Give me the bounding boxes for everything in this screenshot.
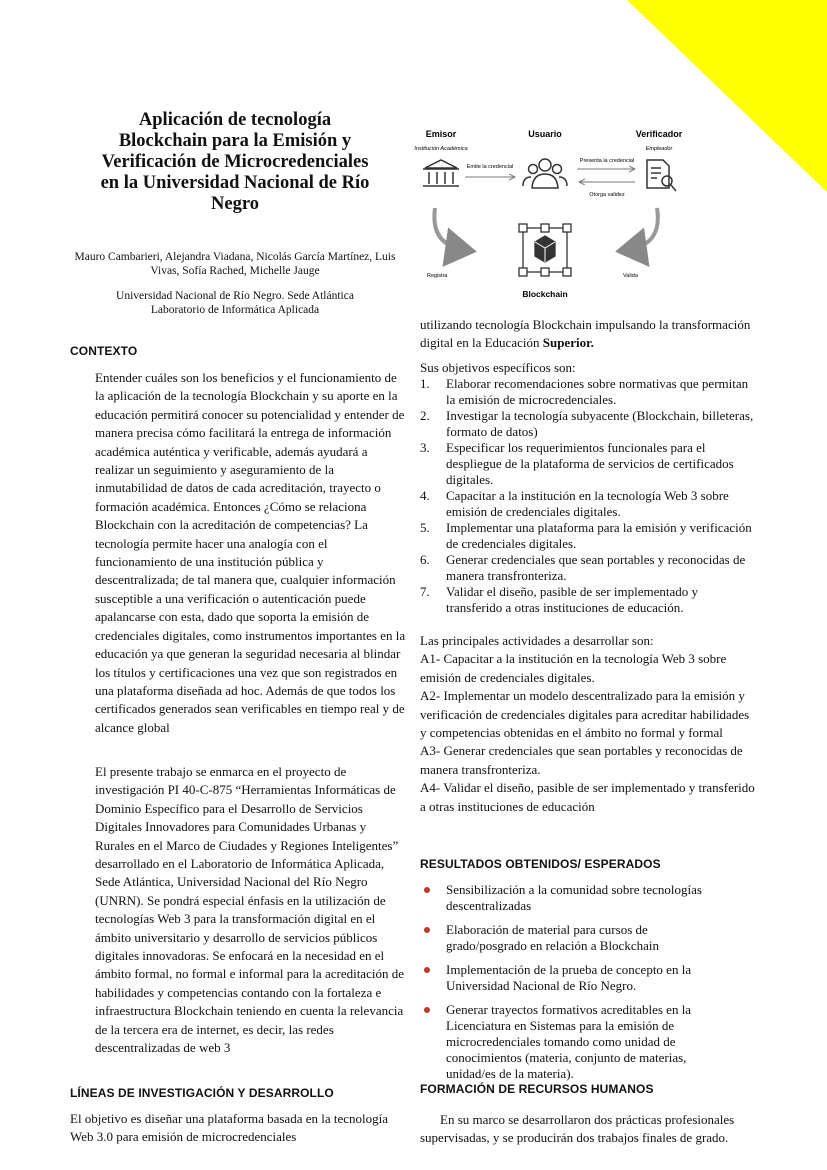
objetivo-text: Implementar una plataforma para la emisión y verificación de credenciales digitales. <box>446 520 752 551</box>
contexto-text-2: El presente trabajo se enmarca en el proyecto de investigación PI 40-C-875 “Herramientas Informáticas de Dominio Específico para el Desarrollo de Servicios Digitales Innovadores para Comunidades Urbanas y Rurales en el Marco de Ciudades y Regiones Inteligentes” desarrollado en el Laboratorio de Informática Aplicada, Sede Atlántica, Universidad Nacional del Río Negro (UNRN). Se pondrá especial énfasis en la utilización de tecnologías Web 3 para la transformación digital en el ámbito universitario y desarrollo de servicios públicos digitales innovadoras. Se enfocará en la necesidad en el ámbito formal, no formal e informal para la acreditación de habilidades y competencias contando con la fortaleza e infraestructura Blockchain teniendo en cuenta la relevancia de la tercera era de internet, es decir, las redes descentralizadas de web 3 <box>95 764 404 1056</box>
emisor-sublabel: Institución Académica <box>414 146 468 152</box>
blockchain-flow-diagram <box>405 120 705 305</box>
objetivo-text: Capacitar a la institución en la tecnología Web 3 sobre emisión de credenciales digitales. <box>446 488 729 519</box>
actividad-item: A4- Validar el diseño, pasible de ser implementado y transferido a otras instituciones de educación <box>420 780 755 814</box>
objetivo-text: Validar el diseño, pasible de ser implementado y transferido a otras instituciones de educación. <box>446 584 698 615</box>
lineas-paragraph <box>70 1110 400 1147</box>
actividad-item: A2- Implementar un modelo descentralizado para la emisión y verificación de credenciales digitales para acreditar habilidades y competencias obtenidas en el ámbito no formal y formal <box>420 688 750 741</box>
lineas-heading: LÍNEAS DE INVESTIGACIÓN Y DESARROLLO <box>70 1086 334 1100</box>
contexto-heading: CONTEXTO <box>70 344 138 358</box>
bullet-icon <box>424 887 430 893</box>
resultados-heading: RESULTADOS OBTENIDOS/ ESPERADOS <box>420 857 661 871</box>
actividades-section <box>420 632 755 816</box>
actividades-intro: Las principales actividades a desarrollar son: <box>420 633 654 648</box>
institution-icon <box>423 160 459 186</box>
objetivo-text: Especificar los requerimientos funcionales para el despliegue de la plataforma de servicios de certificados digitales. <box>446 440 734 487</box>
verificador-sublabel: Empleador <box>645 146 673 152</box>
actividad-item: A1- Capacitar a la institución en la tecnología Web 3 sobre emisión de credenciales digitales. <box>420 651 727 685</box>
objetivos-intro: Sus objetivos específicos son: <box>420 360 576 375</box>
objetivo-number: 5. <box>420 520 430 535</box>
objetivo-number: 7. <box>420 584 430 599</box>
resultado-item <box>420 882 720 914</box>
objetivo-item <box>420 376 755 408</box>
document-search-icon <box>647 160 676 191</box>
resultado-text: Sensibilización a la comunidad sobre tecnologías descentralizadas <box>446 882 702 913</box>
emite-label: Emite la credencial <box>466 164 514 170</box>
formacion-text: En su marco se desarrollaron dos prácticas profesionales supervisadas, y se producirán dos trabajos finales de grado. <box>420 1112 735 1146</box>
valida-arrow <box>627 208 658 250</box>
bullet-icon <box>424 967 430 973</box>
resultado-item <box>420 922 720 954</box>
objetivo-item <box>420 440 755 488</box>
registra-label: Registra <box>427 273 448 279</box>
objetivo-item <box>420 488 755 520</box>
continuation-text: utilizando tecnología Blockchain impulsando la transformación digital en la Educación <box>420 317 751 351</box>
objetivo-text: Investigar la tecnología subyacente (Blockchain, billeteras, formato de datos) <box>446 408 754 439</box>
resultados-section <box>420 882 720 1090</box>
blockchain-label: Blockchain <box>522 289 568 299</box>
objetivo-number: 1. <box>420 376 430 391</box>
lineas-text: El objetivo es diseñar una plataforma basada en la tecnología Web 3.0 para emisión de microcredenciales <box>70 1111 389 1145</box>
objetivo-item <box>420 408 755 440</box>
affiliation <box>70 289 400 317</box>
resultado-text: Generar trayectos formativos acreditables en la Licenciatura en Sistemas para la emisión de microcredenciales tomando como unidad de conocimientos (materia, conjunto de materias, unidad/es de la materia). <box>446 1002 692 1081</box>
objetivo-number: 4. <box>420 488 430 503</box>
formacion-paragraph <box>420 1111 760 1148</box>
actividad-item: A3- Generar credenciales que sean portables y reconocidas de manera transfronteriza. <box>420 743 743 777</box>
resultado-item <box>420 962 720 994</box>
verificador-label: Verificador <box>635 129 683 139</box>
authors: Mauro Cambarieri, Alejandra Viadana, Nicolás García Martínez, Luis Vivas, Sofía Rached, Michelle Jauge <box>74 251 396 277</box>
objetivo-number: 2. <box>420 408 430 423</box>
valida-label: Valida <box>623 273 638 279</box>
objetivo-item <box>420 520 755 552</box>
emisor-label: Emisor <box>425 129 457 139</box>
otorga-label: Otorga validez <box>589 192 625 198</box>
bullet-icon <box>424 1007 430 1013</box>
paper-title: Aplicación de tecnología Blockchain para la Emisión y Verificación de Microcredenciales en la Universidad Nacional de Río Negro <box>100 110 370 214</box>
affiliation-line2: Laboratorio de Informática Aplicada <box>150 304 320 316</box>
contexto-paragraph-1 <box>95 369 407 737</box>
registra-arrow <box>434 208 465 250</box>
objetivo-number: 3. <box>420 440 430 455</box>
lineas-continuation <box>420 316 755 353</box>
formacion-heading: FORMACIÓN DE RECURSOS HUMANOS <box>420 1082 654 1096</box>
contexto-paragraph-2 <box>95 763 407 1058</box>
usuario-label: Usuario <box>528 129 562 139</box>
objetivo-text: Generar credenciales que sean portables y reconocidas de manera transfronteriza. <box>446 552 746 583</box>
bullet-icon <box>424 927 430 933</box>
objetivo-text: Elaborar recomendaciones sobre normativas que permitan la emisión de microcredenciales. <box>446 376 749 407</box>
users-icon <box>523 159 567 188</box>
blockchain-icon <box>519 224 571 276</box>
objetivos-section <box>420 360 755 616</box>
resultado-text: Elaboración de material para cursos de grado/posgrado en relación a Blockchain <box>446 922 659 953</box>
objetivos-list <box>420 376 755 616</box>
actividades-list <box>420 650 755 816</box>
resultado-text: Implementación de la prueba de concepto en la Universidad Nacional de Río Negro. <box>446 962 692 993</box>
continuation-bold: Superior. <box>542 335 594 351</box>
objetivo-number: 6. <box>420 552 430 567</box>
presenta-label: Presenta la credencial <box>579 158 635 164</box>
contexto-text-1: Entender cuáles son los beneficios y el funcionamiento de la aplicación de la tecnología Blockchain y su aporte en la educación permitirá conocer su potencialidad y entender de manera precisa cómo facilitará la entrega de información académica auténtica y verificable, además ayudará a realizar un seguimiento y aseguramiento de la inmutabilidad de datos de cada acreditación, trayecto o formación académica. Entonces ¿Cómo se relaciona Blockchain con la acreditación de competencias? La tecnología permite hacer una analogía con el funcionamiento de una institución pública y descentralizada; de tal manera que, cualquier información susceptible a una verificación o autenticación puede apalancarse con esta, dado que soporta la emisión de credenciales digitales, como instrumentos importantes en la educación ya que generan la seguridad necesaria al blindar los títulos y certificaciones una vez que son registrados en una plataforma diseñada ad hoc. Además de que todos los certificados generados sean verificables en tiempo real y de alcance global <box>95 370 406 735</box>
affiliation-line1: Universidad Nacional de Río Negro. Sede Atlántica <box>116 290 354 302</box>
resultado-item <box>420 1002 720 1082</box>
objetivo-item <box>420 584 755 616</box>
objetivo-item <box>420 552 755 584</box>
resultados-list <box>420 882 720 1082</box>
